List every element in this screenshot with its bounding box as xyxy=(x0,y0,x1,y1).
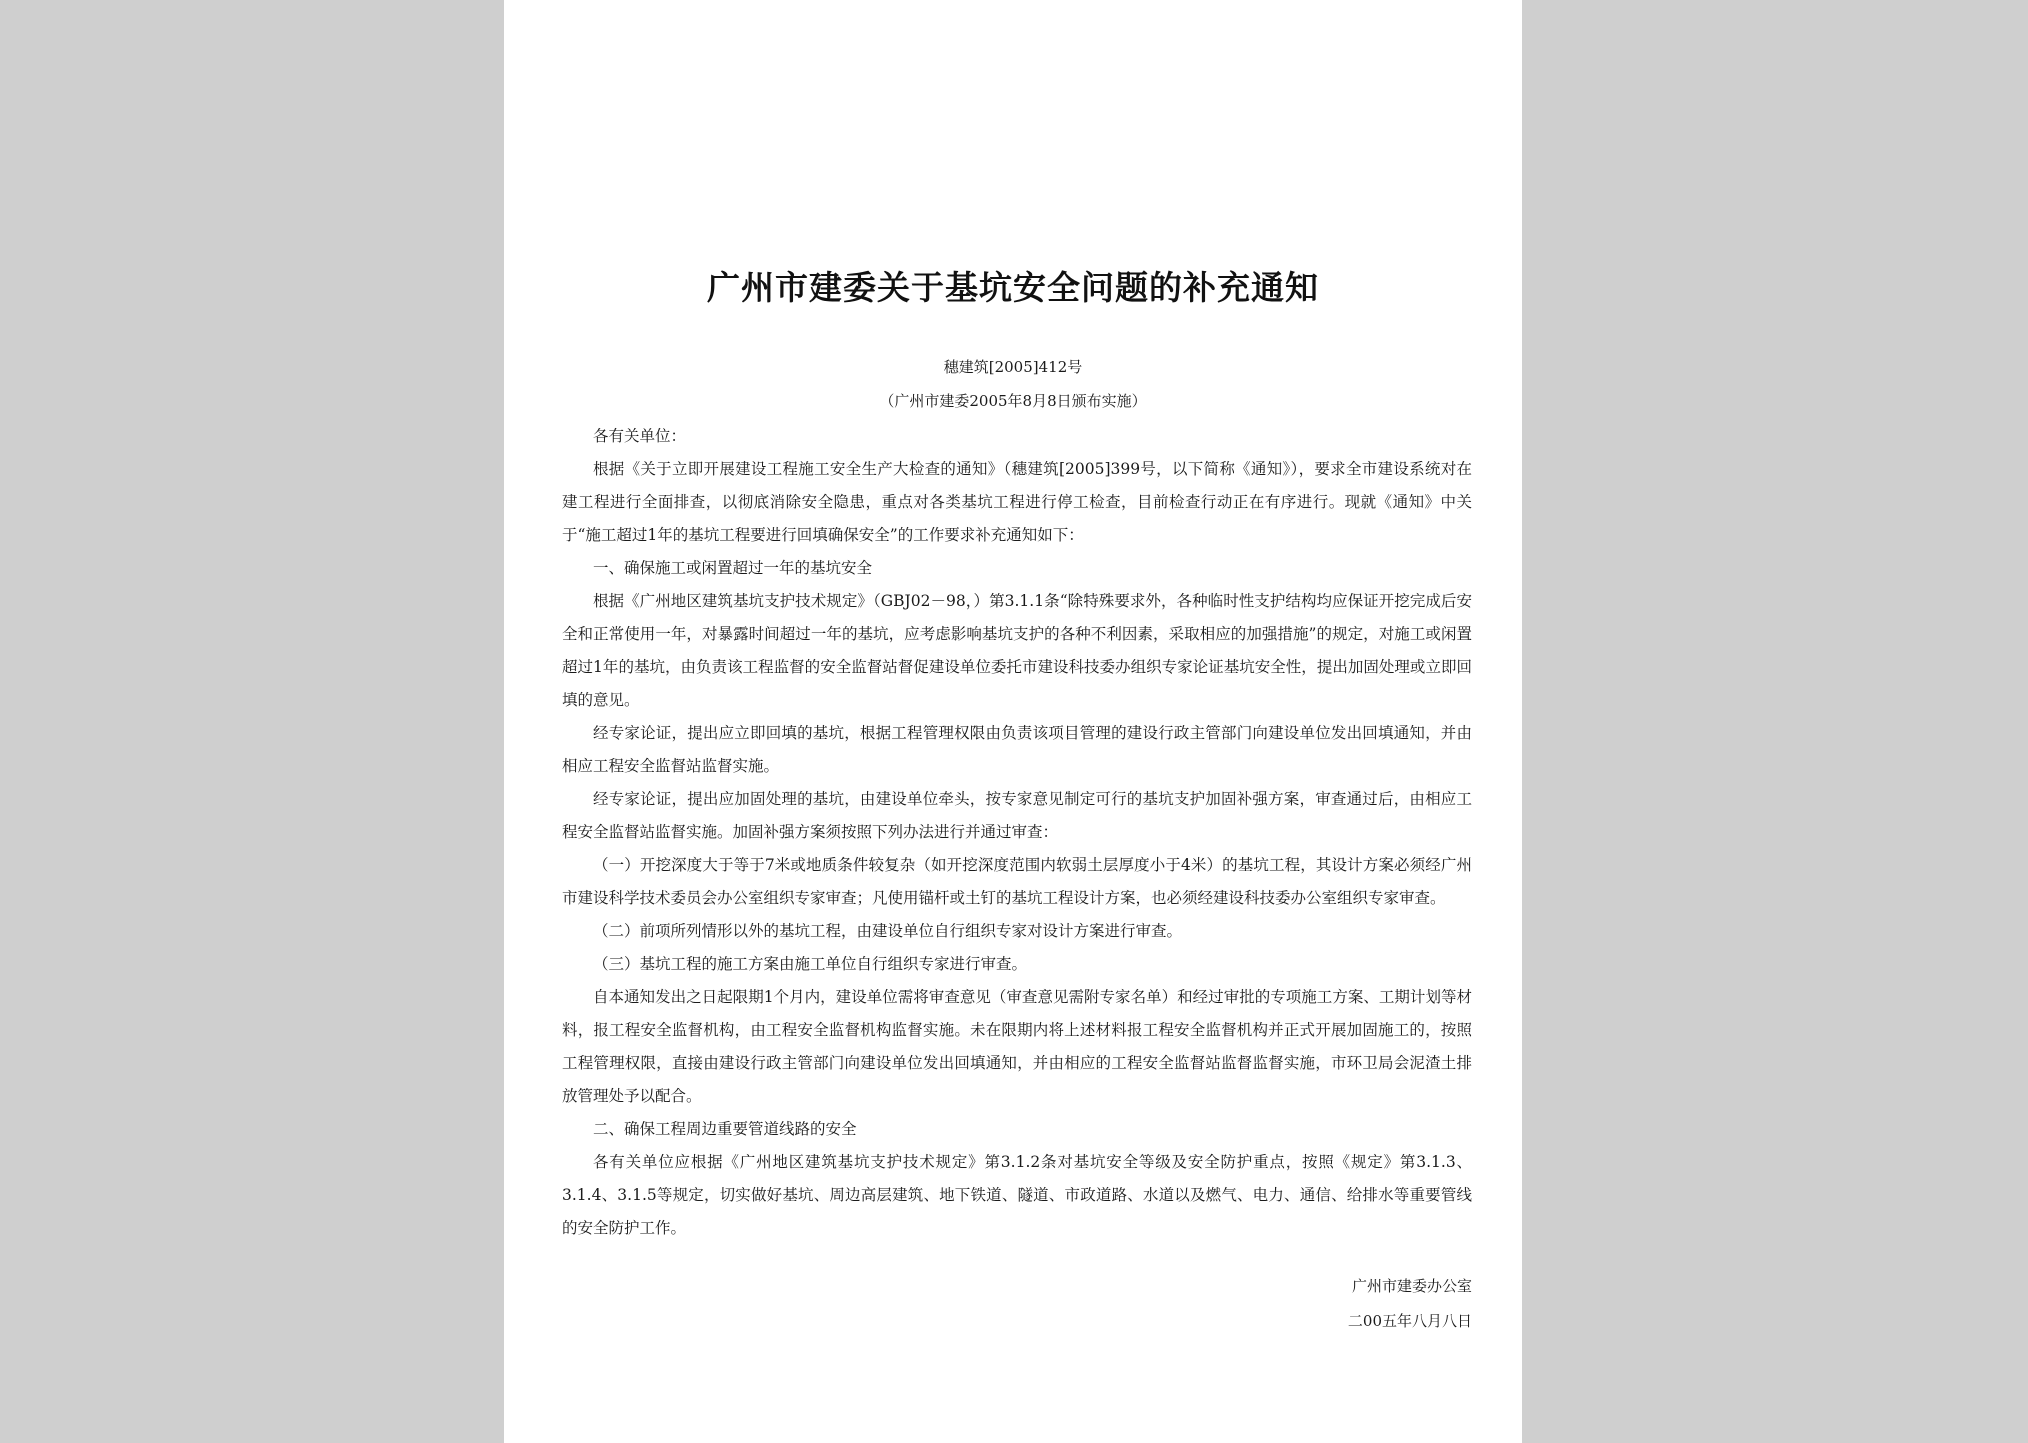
signature-date: 二00五年八月八日 xyxy=(1347,1312,1472,1330)
document-page xyxy=(504,0,1522,1443)
issue-note: （广州市建委2005年8月8日颁布实施） xyxy=(879,392,1147,410)
signature-organization: 广州市建委办公室 xyxy=(1351,1277,1472,1295)
list-item: （一）开挖深度大于等于7米或地质条件较复杂（如开挖深度范围内软弱土层厚度小于4米）的基坑工程，其设计方案必须经广州市建设科学技术委员会办公室组织专家审查；凡使用锚杆或土钉的基坑工程设计方案，也必须经建设科技委办公室组织专家审查。 xyxy=(562,856,1472,907)
paragraph: 根据《关于立即开展建设工程施工安全生产大检查的通知》（穗建筑[2005]399号，以下简称《通知》），要求全市建设系统对在建工程进行全面排查，以彻底消除安全隐患，重点对各类基坑工程进行停工检查，目前检查行动正在有序进行。现就《通知》中关于“施工超过1年的基坑工程要进行回填确保安全”的工作要求补充通知如下： xyxy=(562,460,1472,544)
paragraph: 根据《广州地区建筑基坑支护技术规定》（GBJ02－98，）第3.1.1条“除特殊要求外，各种临时性支护结构均应保证开挖完成后安全和正常使用一年，对暴露时间超过一年的基坑，应考虑影响基坑支护的各种不利因素，采取相应的加强措施”的规定，对施工或闲置超过1年的基坑，由负责该工程监督的安全监督站督促建设单位委托市建设科技委办组织专家论证基坑安全性，提出加固处理或立即回填的意见。 xyxy=(562,592,1472,709)
list-item: （三）基坑工程的施工方案由施工单位自行组织专家进行审查。 xyxy=(593,955,1028,973)
paragraph: 经专家论证，提出应加固处理的基坑，由建设单位牵头，按专家意见制定可行的基坑支护加固补强方案，审查通过后，由相应工程安全监督站监督实施。加固补强方案须按照下列办法进行并通过审查： xyxy=(562,790,1472,841)
section-heading: 二、确保工程周边重要管道线路的安全 xyxy=(593,1120,857,1138)
section-heading: 一、确保施工或闲置超过一年的基坑安全 xyxy=(593,559,873,577)
document-body xyxy=(562,420,1472,1245)
paragraph: 各有关单位应根据《广州地区建筑基坑支护技术规定》第3.1.2条对基坑安全等级及安全防护重点，按照《规定》第3.1.3、3.1.4、3.1.5等规定，切实做好基坑、周边高层建筑、地下铁道、隧道、市政道路、水道以及燃气、电力、通信、给排水等重要管线的安全防护工作。 xyxy=(562,1153,1472,1237)
paragraph: 自本通知发出之日起限期1个月内，建设单位需将审查意见（审查意见需附专家名单）和经过审批的专项施工方案、工期计划等材料，报工程安全监督机构，由工程安全监督机构监督实施。未在限期内将上述材料报工程安全监督机构并正式开展加固施工的，按照工程管理权限，直接由建设行政主管部门向建设单位发出回填通知，并由相应的工程安全监督站监督监督实施，市环卫局会泥渣土排放管理处予以配合。 xyxy=(562,988,1472,1105)
salutation: 各有关单位： xyxy=(593,427,687,445)
document-number: 穗建筑[2005]412号 xyxy=(943,358,1083,376)
list-item: （二）前项所列情形以外的基坑工程，由建设单位自行组织专家对设计方案进行审查。 xyxy=(593,922,1183,940)
document-title: 广州市建委关于基坑安全问题的补充通知 xyxy=(707,268,1319,307)
paragraph: 经专家论证，提出应立即回填的基坑，根据工程管理权限由负责该项目管理的建设行政主管部门向建设单位发出回填通知，并由相应工程安全监督站监督实施。 xyxy=(562,724,1472,775)
